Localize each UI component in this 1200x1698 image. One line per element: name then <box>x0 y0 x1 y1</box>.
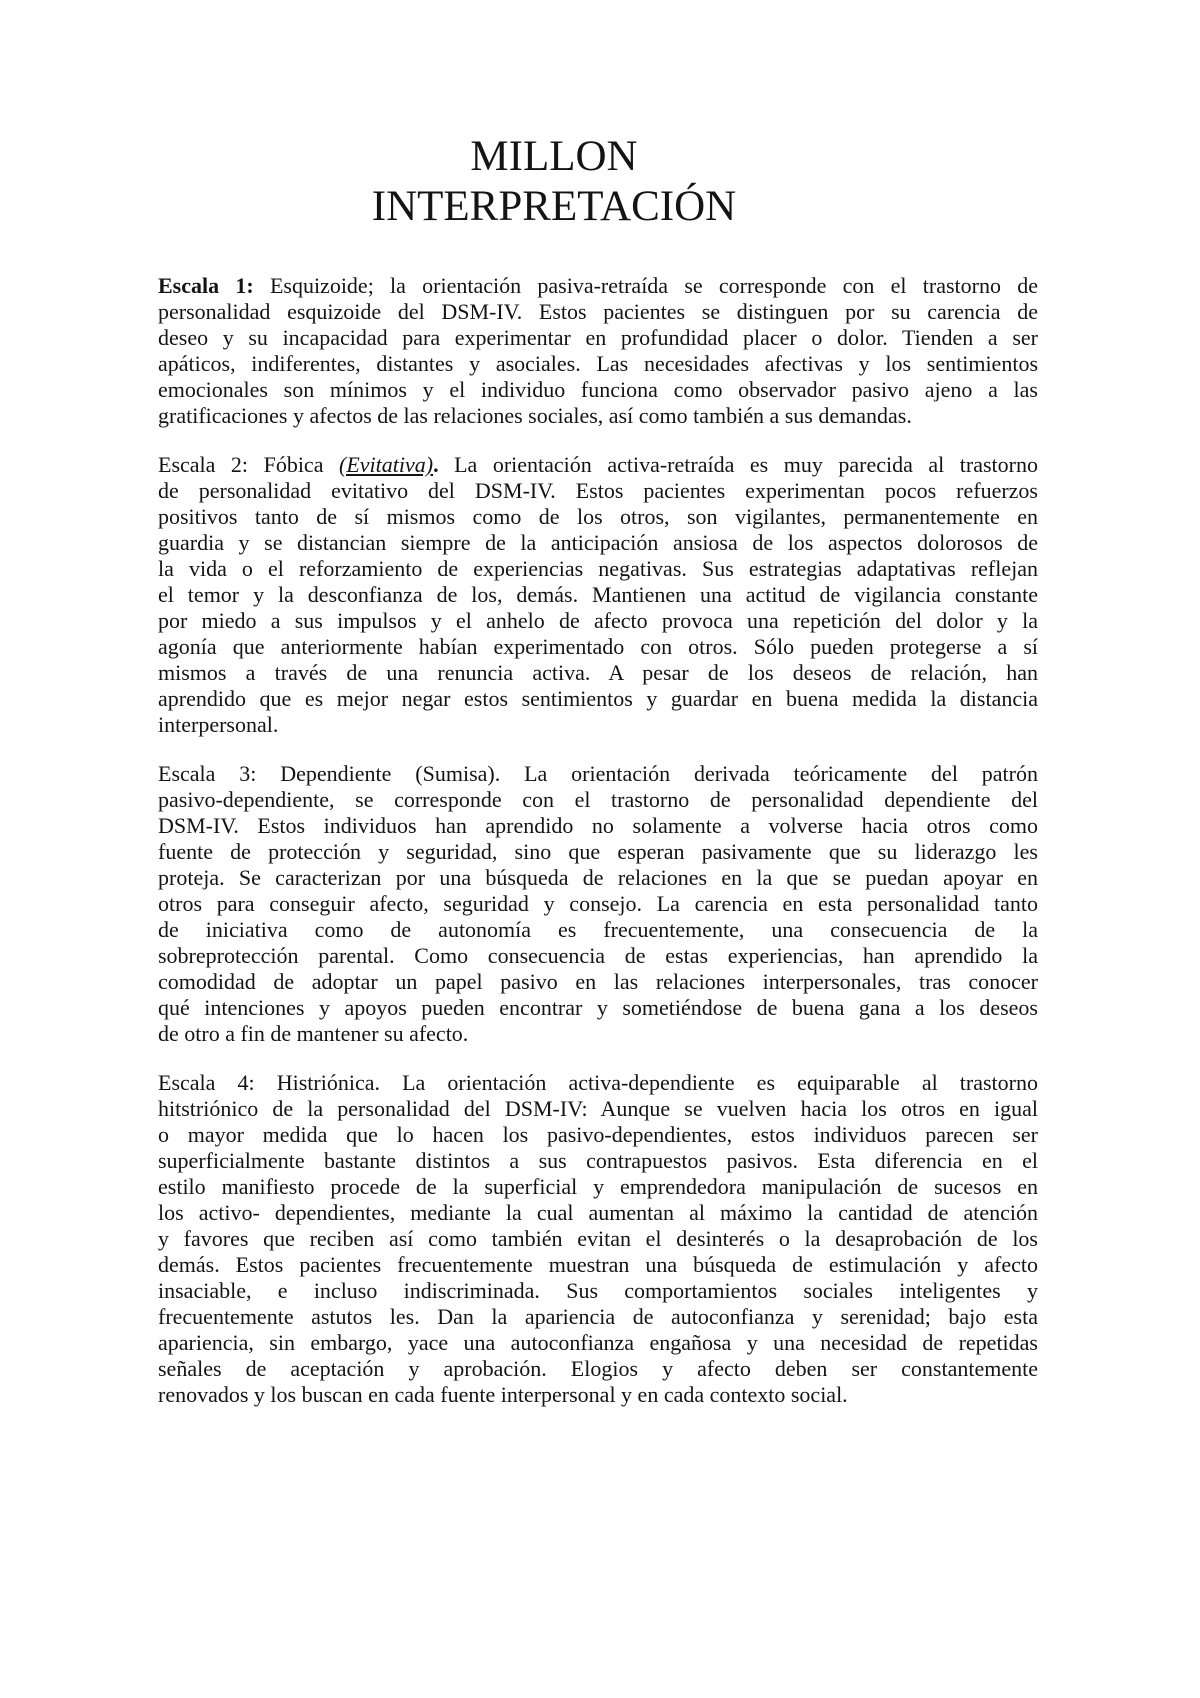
paragraph-line: insaciable, e incluso indiscriminada. Sus comportamientos sociales inteligentes y <box>158 1278 1038 1303</box>
paragraph-line: DSM-IV. Estos individuos han aprendido no solamente a volverse hacia otros como <box>158 813 1038 838</box>
paragraph-first-line <box>158 1070 1038 1096</box>
scale-1-paragraph <box>158 273 1038 429</box>
title-line-1: MILLON <box>470 133 638 180</box>
paragraph-line: la vida o el reforzamiento de experiencias negativas. Sus estrategias adaptativas reflejan <box>158 556 1038 581</box>
document-title <box>158 132 950 232</box>
paragraph-line: y favores que reciben así como también evitan el desinterés o la desaprobación de los <box>158 1226 1038 1251</box>
paragraph-line: fuente de protección y seguridad, sino que esperan pasivamente que su liderazgo les <box>158 839 1038 864</box>
document-body <box>158 273 1038 1408</box>
paragraph-line: pasivo-dependiente, se corresponde con el trastorno de personalidad dependiente del <box>158 787 1038 812</box>
paragraph-line: deseo y su incapacidad para experimentar en profundidad placer o dolor. Tienden a ser <box>158 325 1038 350</box>
paragraph-line: de iniciativa como de autonomía es frecuentemente, una consecuencia de la <box>158 917 1038 942</box>
paragraph-line: positivos tanto de sí mismos como de los otros, son vigilantes, permanentemente en <box>158 504 1038 529</box>
paragraph-first-line <box>158 761 1038 787</box>
paragraph-line: o mayor medida que lo hacen los pasivo-dependientes, estos individuos parecen ser <box>158 1122 1038 1147</box>
scale-name-punct: . <box>433 452 439 477</box>
text-segment: La orientación activa-retraída es muy parecida al trastorno <box>454 452 1038 477</box>
paragraph-line: demás. Estos pacientes frecuentemente muestran una búsqueda de estimulación y afecto <box>158 1252 1038 1277</box>
title-line-2: INTERPRETACIÓN <box>371 183 737 230</box>
paragraph-line: señales de aceptación y aprobación. Elogios y afecto deben ser constantemente <box>158 1356 1038 1381</box>
paragraph-line: frecuentemente astutos les. Dan la apariencia de autoconfianza y serenidad; bajo esta <box>158 1304 1038 1329</box>
paragraph-line: guardia y se distancian siempre de la anticipación ansiosa de los aspectos dolorosos de <box>158 530 1038 555</box>
scale-label: Escala 3: <box>158 761 257 786</box>
text-segment: Histriónica. La orientación activa-dependiente es equiparable al trastorno <box>276 1070 1038 1095</box>
scale-alt-name: (Evitativa) <box>339 452 434 477</box>
paragraph-line: por miedo a sus impulsos y el anhelo de afecto provoca una repetición del dolor y la <box>158 608 1038 633</box>
paragraph-first-line <box>158 273 1038 299</box>
paragraph-line: aprendido que es mejor negar estos sentimientos y guardar en buena medida la distancia <box>158 686 1038 711</box>
paragraph-line: de personalidad evitativo del DSM-IV. Estos pacientes experimentan pocos refuerzos <box>158 478 1038 503</box>
paragraph-line: superficialmente bastante distintos a sus contrapuestos pasivos. Esta diferencia en el <box>158 1148 1038 1173</box>
paragraph-last-line: gratificaciones y afectos de las relaciones sociales, así como también a sus demandas. <box>158 403 912 428</box>
scale-label: Escala 1: <box>158 273 254 298</box>
paragraph-line: otros para conseguir afecto, seguridad y consejo. La carencia en esta personalidad tanto <box>158 891 1038 916</box>
scale-4-paragraph <box>158 1070 1038 1408</box>
paragraph-line: hitstriónico de la personalidad del DSM-IV: Aunque se vuelven hacia los otros en igual <box>158 1096 1038 1121</box>
text-segment: Dependiente (Sumisa). La orientación derivada teóricamente del patrón <box>280 761 1038 786</box>
paragraph-first-line <box>158 452 1038 478</box>
paragraph-line: personalidad esquizoide del DSM-IV. Estos pacientes se distinguen por su carencia de <box>158 299 1038 324</box>
paragraph-line: comodidad de adoptar un papel pasivo en las relaciones interpersonales, tras conocer <box>158 969 1038 994</box>
scale-name: Fóbica <box>263 452 324 477</box>
paragraph-line: mismos a través de una renuncia activa. A pesar de los deseos de relación, han <box>158 660 1038 685</box>
paragraph-last-line: de otro a fin de mantener su afecto. <box>158 1021 469 1046</box>
text-segment: Esquizoide; la orientación pasiva-retraída se corresponde con el trastorno de <box>269 273 1038 298</box>
paragraph-line: proteja. Se caracterizan por una búsqueda de relaciones en la que se puedan apoyar en <box>158 865 1038 890</box>
paragraph-line: sobreprotección parental. Como consecuencia de estas experiencias, han aprendido la <box>158 943 1038 968</box>
paragraph-last-line: interpersonal. <box>158 712 279 737</box>
paragraph-last-line: renovados y los buscan en cada fuente interpersonal y en cada contexto social. <box>158 1382 848 1407</box>
paragraph-line: estilo manifiesto procede de la superficial y emprendedora manipulación de sucesos en <box>158 1174 1038 1199</box>
scale-2-paragraph <box>158 452 1038 738</box>
paragraph-line: apáticos, indiferentes, distantes y asociales. Las necesidades afectivas y los sentimientos <box>158 351 1038 376</box>
paragraph-line: el temor y la desconfianza de los, demás. Mantienen una actitud de vigilancia constante <box>158 582 1038 607</box>
paragraph-line: emocionales son mínimos y el individuo funciona como observador pasivo ajeno a las <box>158 377 1038 402</box>
scale-label: Escala 2: <box>158 452 249 477</box>
scale-label: Escala 4: <box>158 1070 255 1095</box>
paragraph-line: qué intenciones y apoyos pueden encontrar y sometiéndose de buena gana a los deseos <box>158 995 1038 1020</box>
scale-3-paragraph <box>158 761 1038 1047</box>
paragraph-line: apariencia, sin embargo, yace una autoconfianza engañosa y una necesidad de repetidas <box>158 1330 1038 1355</box>
paragraph-line: los activo- dependientes, mediante la cual aumentan al máximo la cantidad de atención <box>158 1200 1038 1225</box>
paragraph-line: agonía que anteriormente habían experimentado con otros. Sólo pueden protegerse a sí <box>158 634 1038 659</box>
